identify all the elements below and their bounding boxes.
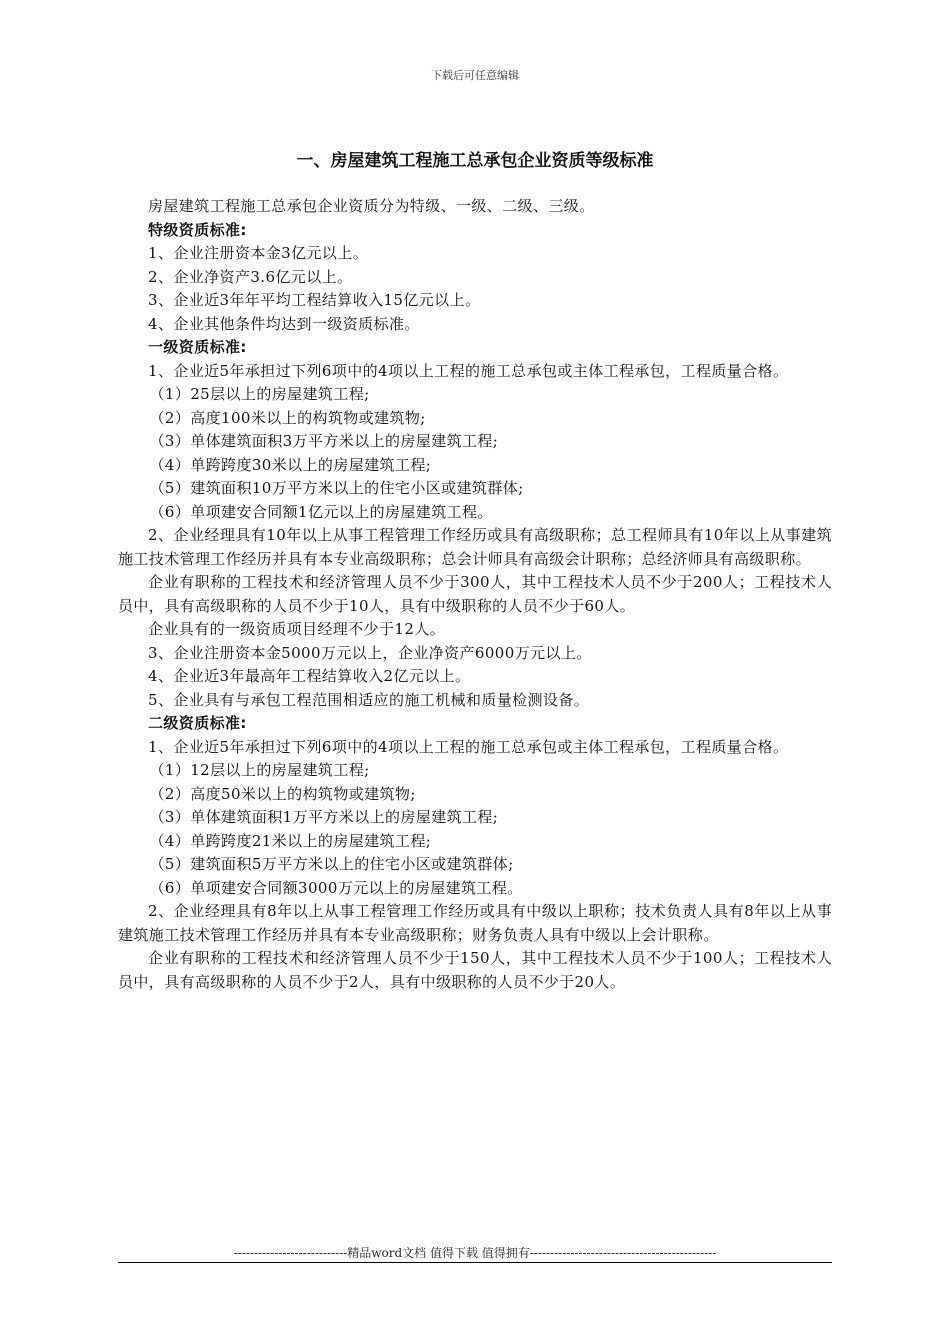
level1-subitem-6: （6）单项建安合同额1亿元以上的房屋建筑工程。 xyxy=(149,502,493,521)
level1-subitem-3: （3）单体建筑面积3万平方米以上的房屋建筑工程; xyxy=(149,432,499,450)
special-item-4: 4、企业其他条件均达到一级资质标准。 xyxy=(148,314,420,333)
level2-item-1: 1、企业近5年承担过下列6项中的4项以上工程的施工总承包或主体工程承包，工程质量合格。 xyxy=(148,737,789,756)
level1-subitem-1: （1）25层以上的房屋建筑工程; xyxy=(149,385,370,403)
footer-divider xyxy=(118,1262,832,1263)
level2-subitem-3: （3）单体建筑面积1万平方米以上的房屋建筑工程; xyxy=(149,808,499,826)
level2-subitem-6: （6）单项建安合同额3000万元以上的房屋建筑工程。 xyxy=(149,878,523,897)
special-item-1: 1、企业注册资本金3亿元以上。 xyxy=(148,244,369,262)
level1-item-2: 2、企业经理具有10年以上从事工程管理工作经历或具有高级职称；总工程师具有10年以上从事建筑施工技术管理工作经历并具有本专业高级职称；总会计师具有高级会计职称；总经济师具有高级职称。 xyxy=(118,526,832,568)
special-item-3: 3、企业近3年年平均工程结算收入15亿元以上。 xyxy=(148,291,481,309)
level2-subitem-4: （4）单跨跨度21米以上的房屋建筑工程; xyxy=(149,831,432,850)
level2-subitem-1: （1）12层以上的房屋建筑工程; xyxy=(149,761,370,779)
level2-heading: 二级资质标准: xyxy=(148,714,247,732)
document-body xyxy=(118,195,832,994)
level1-subitem-2: （2）高度100米以上的构筑物或建筑物; xyxy=(149,408,426,427)
level1-item-4: 4、企业近3年最高年工程结算收入2亿元以上。 xyxy=(148,667,471,685)
footer-note: ----------------------------精品word文档 值得下载 值得拥有---------------------------------------------- xyxy=(233,1246,717,1260)
level1-heading: 一级资质标准: xyxy=(148,338,247,356)
level2-item-2: 2、企业经理具有8年以上从事工程管理工作经历或具有中级以上职称；技术负责人具有8年以上从事建筑施工技术管理工作经历并具有本专业高级职称；财务负责人具有中级以上会计职称。 xyxy=(118,902,832,944)
special-item-2: 2、企业净资产3.6亿元以上。 xyxy=(148,267,353,286)
page-title: 一、房屋建筑工程施工总承包企业资质等级标准 xyxy=(296,151,654,171)
level1-project-manager-paragraph: 企业具有的一级资质项目经理不少于12人。 xyxy=(148,620,446,638)
level2-subitem-5: （5）建筑面积5万平方米以上的住宅小区或建筑群体; xyxy=(149,855,514,873)
header-note: 下载后可任意编辑 xyxy=(431,69,519,82)
level2-subitem-2: （2）高度50米以上的构筑物或建筑物; xyxy=(149,784,416,803)
level1-item-5: 5、企业具有与承包工程范围相适应的施工机械和质量检测设备。 xyxy=(148,690,590,709)
special-grade-heading: 特级资质标准: xyxy=(148,220,247,239)
level1-subitem-4: （4）单跨跨度30米以上的房屋建筑工程; xyxy=(149,455,432,474)
intro-paragraph: 房屋建筑工程施工总承包企业资质分为特级、一级、二级、三级。 xyxy=(148,197,595,215)
level1-subitem-5: （5）建筑面积10万平方米以上的住宅小区或建筑群体; xyxy=(149,479,524,497)
level2-staff-paragraph: 企业有职称的工程技术和经济管理人员不少于150人，其中工程技术人员不少于100人；工程技术人员中，具有高级职称的人员不少于2人，具有中级职称的人员不少于20人。 xyxy=(118,949,832,991)
level1-item-3: 3、企业注册资本金5000万元以上，企业净资产6000万元以上。 xyxy=(148,643,592,662)
level1-item-1: 1、企业近5年承担过下列6项中的4项以上工程的施工总承包或主体工程承包，工程质量合格。 xyxy=(148,361,789,380)
level1-staff-paragraph: 企业有职称的工程技术和经济管理人员不少于300人，其中工程技术人员不少于200人；工程技术人员中，具有高级职称的人员不少于10人，具有中级职称的人员不少于60人。 xyxy=(118,573,832,615)
